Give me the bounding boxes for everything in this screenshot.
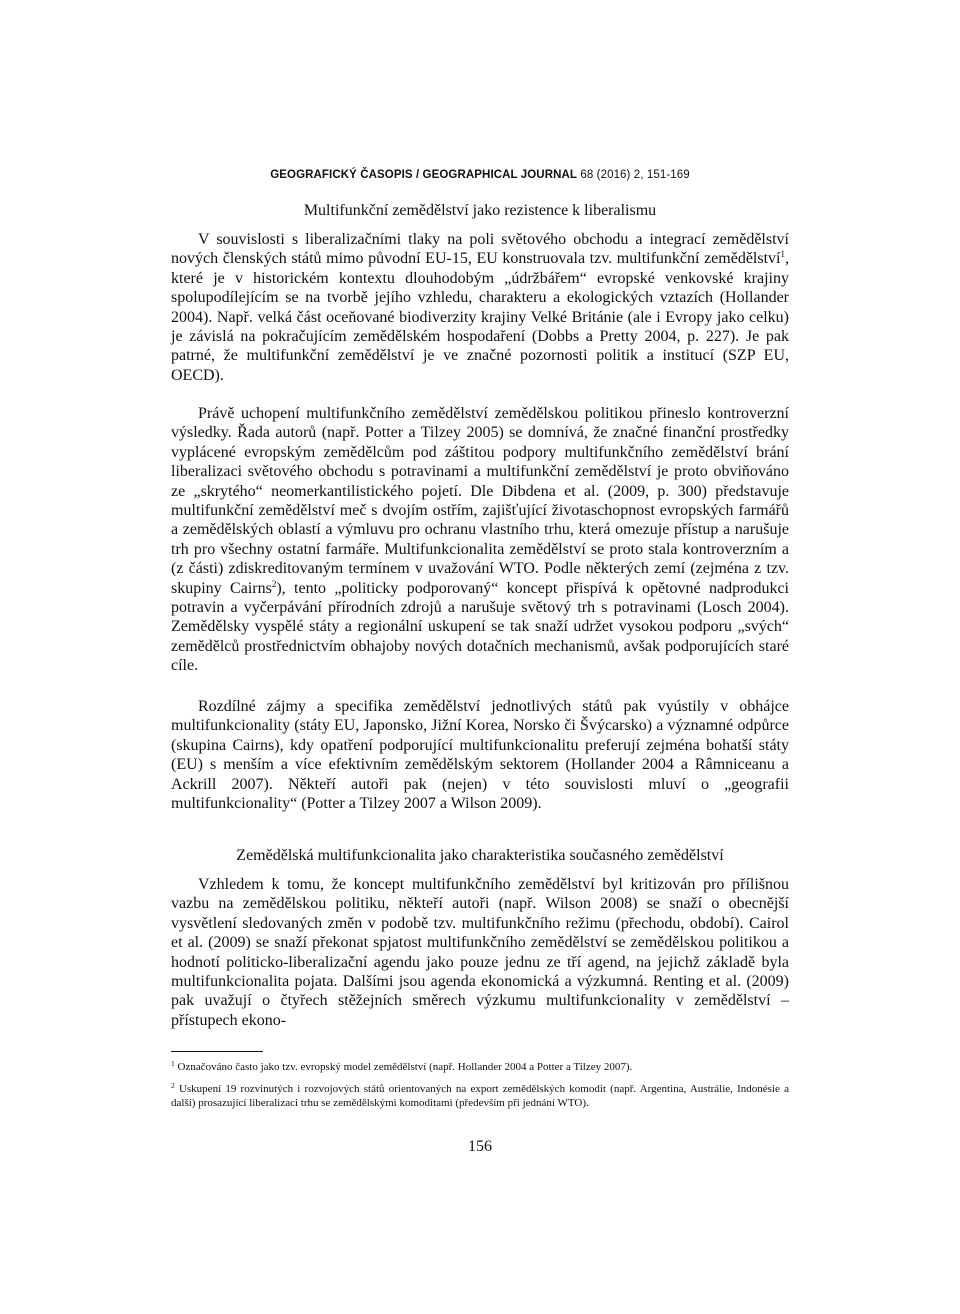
paragraph-1 — [171, 230, 789, 385]
footnote-divider — [171, 1051, 263, 1052]
footnote-1-mark: 1 — [171, 1059, 175, 1068]
footnote-1 — [171, 1060, 789, 1074]
paragraph-1-text-b: , které je v historickém kontextu dlouhodobým „údržbářem“ evropské venkovské krajiny spolupodílejícím se na tvorbě jejího vzhledu, charakteru a ekologických vztazích (Hollander 2004). Např. velká část oceňované biodiverzity krajiny Velké Británie (ale i Evropy jako celku) je závislá na pokračujícím zemědělském hospodaření (Dobbs a Pretty 2004, p. 227). Je pak patrné, že multifunkční zemědělství je ve značné pozornosti politik a institucí (SZP EU, OECD). — [171, 250, 789, 384]
journal-title: GEOGRAFICKÝ ČASOPIS / GEOGRAPHICAL JOURNAL — [270, 169, 578, 181]
footnote-2-text: Uskupení 19 rozvinutých i rozvojových států orientovaných na export zemědělských komodit (např. Argentina, Austrálie, Indonésie a další) prosazující liberalizaci trhu se zemědělskými komoditami (především při jednání WTO). — [171, 1083, 789, 1109]
running-head — [0, 169, 960, 181]
footnote-1-text: Označováno často jako tzv. evropský model zemědělství (např. Hollander 2004 a Potter a Tilzey 2007). — [174, 1061, 633, 1073]
footnote-2 — [171, 1082, 789, 1110]
footnote-ref-2: 2 — [271, 578, 277, 589]
footnote-2-mark: 2 — [171, 1081, 175, 1090]
journal-issue: 68 (2016) 2, 151-169 — [577, 169, 690, 181]
paragraph-1-text-a: V souvislosti s liberalizačními tlaky na poli světového obchodu a integrací zemědělství nových členských států mimo původní EU-15, EU konstruovala tzv. multifunkční zemědělství — [171, 231, 789, 268]
paragraph-2-text-b: ), tento „politicky podporovaný“ koncept přispívá k opětovné nadprodukci potravin a vyčerpávání přírodních zdrojů a narušuje světový trh s potravinami (Losch 2004). Zemědělsky vyspělé státy a regionální uskupení se tak snaží udržet vysokou podporu „svých“ zemědělců prostřednictvím obhajoby nových dotačních mechanismů, avšak podporujících staré cíle. — [171, 579, 789, 675]
paragraph-4: Vzhledem k tomu, že koncept multifunkčního zemědělství byl kritizován pro přílišnou vazbu na zemědělskou politiku, někteří autoři (např. Wilson 2008) se snaží o obecnější vysvětlení sledovaných změn v podobě tzv. multifunkčního režimu (přechodu, období). Cairol et al. (2009) se snaží překonat spjatost multifunkčního zemědělství se zemědělskou politikou a hodnotí politicko-liberalizační agendu jako pouze jednu ze tří agend, na jejichž základě byla multifunkcionalita pojata. Dalšími jsou agenda ekonomická a výzkumná. Renting et al. (2009) pak uvažují o čtyřech stěžejních směrech výzkumu multifunkcionality v zemědělství – přístupech ekono- — [171, 876, 789, 1029]
page-number: 156 — [468, 1138, 492, 1155]
section-heading-liberalism: Multifunkční zemědělství jako rezistence k liberalismu — [303, 202, 657, 219]
section-heading-multifunctionality: Zemědělská multifunkcionalita jako charakteristika současného zemědělství — [236, 847, 724, 864]
paragraph-3: Rozdílné zájmy a specifika zemědělství jednotlivých států pak vyústily v obhájce multifunkcionality (státy EU, Japonsko, Jižní Korea, Norsko či Švýcarsko) a významné odpůrce (skupina Cairns), kdy opatření podporující multifunkcionalitu preferují zejména bohatší státy (EU) s menším a více efektivním zemědělským sektorem (Hollander 2004 a Râmniceanu a Ackrill 2007). Někteří autoři pak (nejen) v této souvislosti mluví o „geografii multifunkcionality“ (Potter a Tilzey 2007 a Wilson 2009). — [171, 698, 789, 813]
paragraph-2 — [171, 404, 789, 676]
paragraph-2-text-a: Právě uchopení multifunkčního zemědělství zemědělskou politikou přineslo kontroverzní výsledky. Řada autorů (např. Potter a Tilzey 2005) se domnívá, že značné finanční prostředky vyplácené evropským zemědělcům pod záštitou podpory multifunkčního zemědělství brání liberalizaci světového obchodu s potravinami a multifunkční zemědělství je proto obviňováno ze „skrytého“ neomerkantilistického pojetí. Dle Dibdena et al. (2009, p. 300) představuje multifunkční zemědělství meč s dvojím ostřím, zajišťující životaschopnost evropských farmářů a zemědělských oblastí a výmluvu pro ochranu vlastního trhu, která omezuje přístup a narušuje trh pro všechny ostatní farmáře. Multifunkcionalita zemědělství se proto stala kontroverzním a (z části) zdiskreditovaným termínem v uvažování WTO. Podle některých zemí (zejména z tzv. skupiny Cairns — [171, 405, 789, 597]
footnote-ref-1: 1 — [780, 249, 785, 260]
